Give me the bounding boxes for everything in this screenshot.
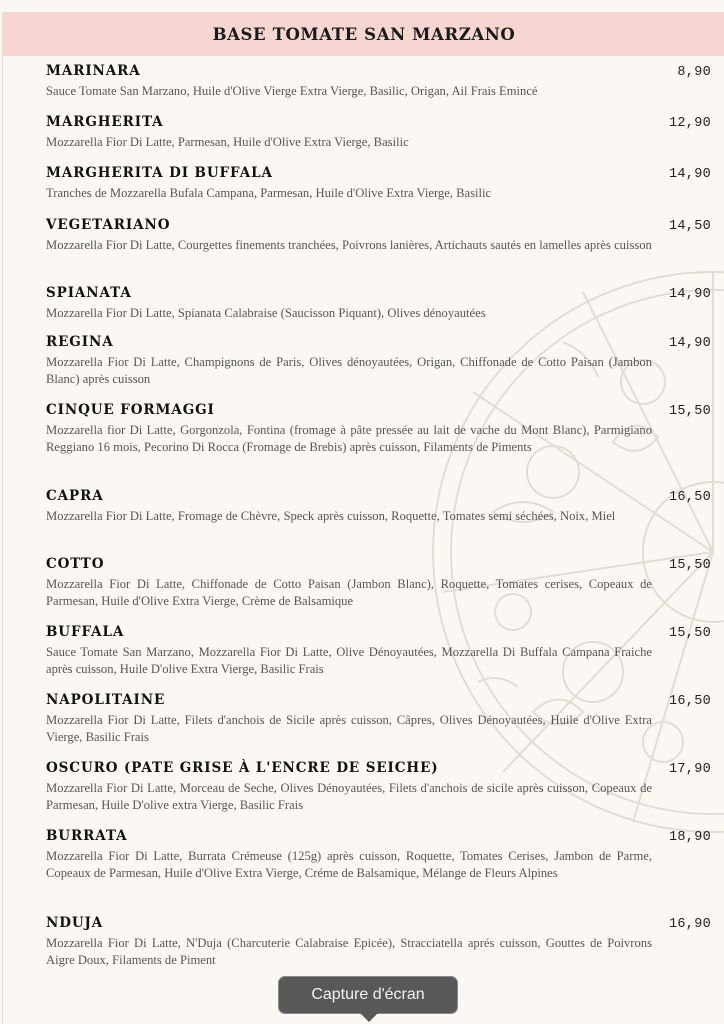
item-description: Mozzarella Fior Di Latte, Filets d'anchois de Sicile après cuisson, Câpres, Olives Dénoyautées, Huile d'Olive Extra Vierge, Basilic Frais	[46, 713, 652, 744]
section-title: BASE TOMATE SAN MARZANO	[212, 24, 516, 44]
menu-item	[46, 623, 711, 691]
item-name: VEGETARIANO	[46, 217, 171, 233]
item-description: Sauce Tomate San Marzano, Mozzarella Fior Di Latte, Olive Dénoyautées, Mozzarella Di Buffala Campana Fraiche après cuisson, Huile D'olive Extra Vierge, Basilic Frais	[46, 645, 652, 676]
item-description: Mozzarella Fior Di Latte, Champignons de Paris, Olives dénoyautées, Origan, Chiffonade de Cotto Paisan (Jambon Blanc) après cuisson	[46, 355, 652, 386]
menu-item	[46, 827, 711, 914]
item-description: Mozzarella Fior Di Latte, Courgettes finements tranchées, Poivrons lanières, Artichauts sautés en lamelles après cuisson	[46, 238, 652, 252]
screenshot-tooltip	[278, 976, 458, 1014]
item-description: Mozzarella Fior Di Latte, Fromage de Chèvre, Speck après cuisson, Roquette, Tomates semi séchées, Noix, Miel	[46, 509, 616, 523]
menu-item	[46, 164, 711, 216]
menu-list	[46, 62, 711, 982]
item-price: 15,50	[668, 404, 711, 419]
tooltip-label: Capture d'écran	[311, 986, 425, 1003]
item-description: Mozzarella Fior Di Latte, N'Duja (Charcuterie Calabraise Epicée), Stracciatella aprés cuisson, Gouttes de Poivrons Aigre Doux, Filaments de Piment	[46, 936, 652, 967]
tooltip-arrow	[360, 1013, 378, 1022]
item-description: Mozzarella fior Di Latte, Gorgonzola, Fontina (fromage à pâte pressée au lait de vache du Mont Blanc), Parmigiano Reggiano 16 mois, Pecorino Di Rocca (Fromage de Brebis) après cuisson, Filaments de Piments	[46, 423, 652, 454]
item-name: CAPRA	[46, 488, 104, 504]
menu-item	[46, 113, 711, 164]
item-price: 15,50	[668, 626, 711, 641]
item-price: 17,90	[668, 762, 711, 777]
menu-item	[46, 759, 711, 827]
menu-item	[46, 62, 711, 113]
item-price: 8,90	[677, 65, 711, 80]
item-price: 16,50	[668, 694, 711, 709]
item-price: 14,90	[668, 167, 711, 182]
item-description: Tranches de Mozzarella Bufala Campana, Parmesan, Huile d'Olive Extra Vierge, Basilic	[46, 186, 492, 200]
item-price: 16,50	[668, 490, 711, 505]
item-description: Mozzarella Fior Di Latte, Burrata Crémeuse (125g) après cuisson, Roquette, Tomates Cerises, Jambon de Parme, Copeaux de Parmesan, Huile d'Olive Extra Vierge, Créme de Balsamique, Mélange de Fleurs Alpines	[46, 849, 652, 880]
item-name: MARGHERITA DI BUFFALA	[46, 165, 273, 181]
item-name: MARINARA	[46, 63, 141, 79]
item-name: NAPOLITAINE	[46, 692, 166, 708]
item-name: OSCURO (PATE GRISE À L'ENCRE DE SEICHE)	[46, 760, 439, 776]
menu-item	[46, 691, 711, 759]
section-header	[3, 12, 724, 56]
menu-item	[46, 914, 711, 982]
item-price: 15,50	[668, 558, 711, 573]
item-price: 14,50	[668, 219, 711, 234]
item-price: 16,90	[668, 917, 711, 932]
menu-item	[46, 487, 711, 555]
menu-item	[46, 284, 711, 333]
item-name: COTTO	[46, 556, 105, 572]
item-description: Sauce Tomate San Marzano, Huile d'Olive Vierge Extra Vierge, Basilic, Origan, Ail Frais Emincé	[46, 84, 538, 98]
menu-item	[46, 555, 711, 623]
item-name: NDUJA	[46, 915, 104, 931]
menu-item	[46, 333, 711, 401]
item-name: BURRATA	[46, 828, 128, 844]
item-price: 12,90	[668, 116, 711, 131]
item-price: 14,90	[668, 336, 711, 351]
item-name: CINQUE FORMAGGI	[46, 402, 215, 418]
item-name: SPIANATA	[46, 285, 132, 301]
item-price: 18,90	[668, 830, 711, 845]
item-description: Mozzarella Fior Di Latte, Morceau de Seche, Olives Dénoyautées, Filets d'anchois de sicile après cuisson, Copeaux de Parmesan, Huile D'olive extra Vierge, Basilic Frais	[46, 781, 652, 812]
item-description: Mozzarella Fior Di Latte, Spianata Calabraise (Saucisson Piquant), Olives dénoyautées	[46, 306, 486, 320]
item-name: MARGHERITA	[46, 114, 164, 130]
item-description: Mozzarella Fior Di Latte, Chiffonade de Cotto Paisan (Jambon Blanc), Roquette, Tomates cerises, Copeaux de Parmesan, Huile d'Olive Extra Vierge, Crème de Balsamique	[46, 577, 652, 608]
item-description: Mozzarella Fior Di Latte, Parmesan, Huile d'Olive Extra Vierge, Basilic	[46, 135, 409, 149]
menu-item	[46, 401, 711, 487]
item-price: 14,90	[668, 287, 711, 302]
item-name: BUFFALA	[46, 624, 125, 640]
item-name: REGINA	[46, 334, 114, 350]
menu-page	[2, 12, 724, 1024]
menu-item	[46, 216, 711, 284]
